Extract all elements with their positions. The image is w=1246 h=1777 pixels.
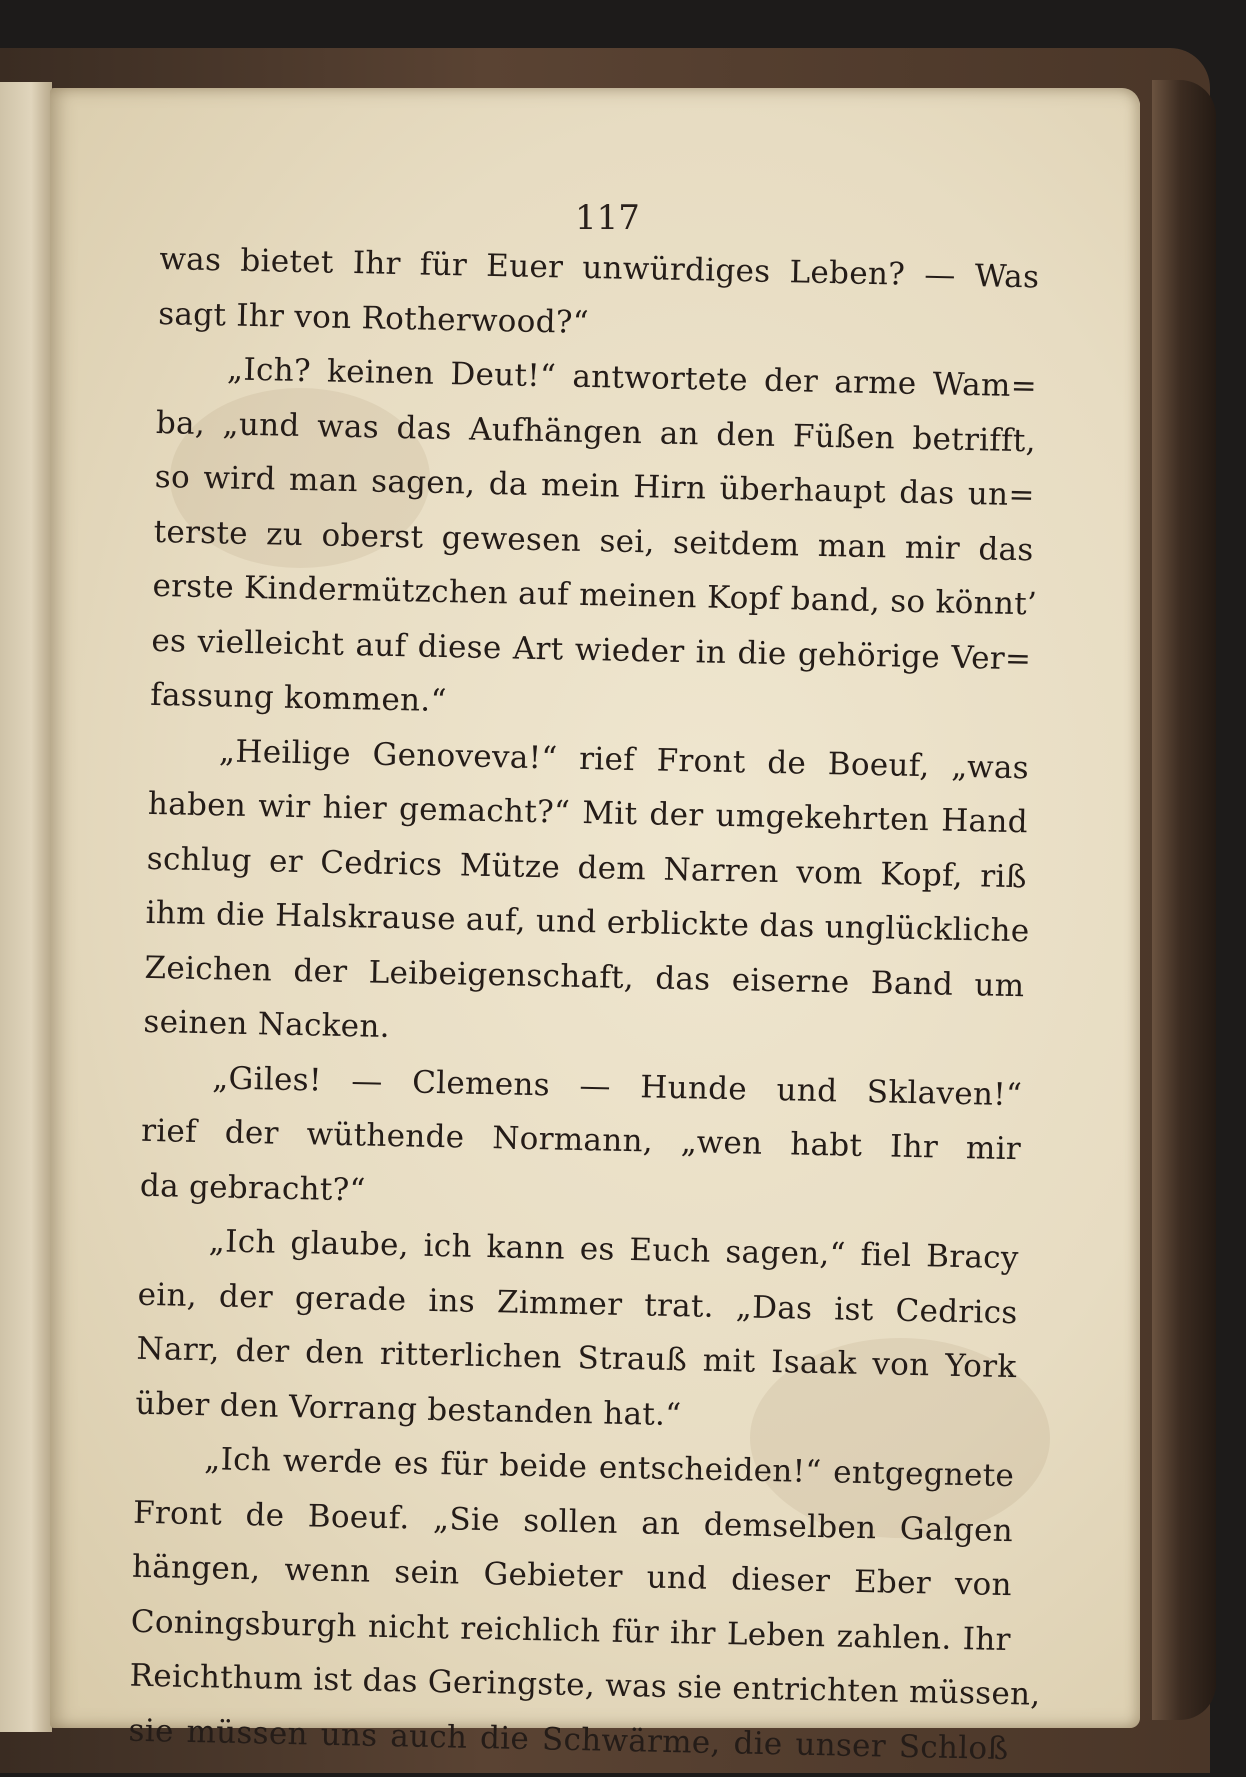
text-line: so wird man sagen, da mein Hirn überhaupt das un=	[154, 458, 1036, 514]
text-line: ba, „und was das Aufhängen an den Füßen betrifft,	[155, 404, 1037, 459]
text-line: rief der wüthende Normann, „wen habt Ihr mir	[140, 1112, 1022, 1168]
text-line: über den Vorrang bestanden hat.“	[135, 1385, 682, 1433]
text-line: da gebracht?“	[139, 1167, 367, 1209]
text-line: sie müssen uns auch die Schwärme, die unser Schloß	[128, 1712, 1009, 1767]
text-line: hängen, wenn sein Gebieter und dieser Eber von	[131, 1548, 1013, 1604]
text-line: erste Kindermützchen auf meinen Kopf band, so könnt’	[152, 567, 1038, 623]
text-line: ein, der gerade ins Zimmer trat. „Das ist Cedrics	[137, 1276, 1018, 1331]
text-line: „Ich glaube, ich kann es Euch sagen,“ fiel Bracy	[208, 1223, 1020, 1277]
cover-edge	[1152, 80, 1216, 1720]
text-line: schlug er Cedrics Mütze dem Narren vom Kopf, riß	[146, 840, 1028, 895]
text-line: terste zu oberst gewesen sei, seitdem man mir das	[153, 513, 1034, 568]
text-line: „Giles! — Clemens — Hunde und Sklaven!“	[211, 1059, 1023, 1113]
text-line: haben wir hier gemacht?“ Mit der umgekehrten Hand	[147, 785, 1029, 841]
text-line: ihm die Halskrause auf, und erblickte das unglückliche	[145, 894, 1030, 950]
page-text	[128, 232, 1040, 1776]
text-line: seinen Nacken.	[143, 1003, 391, 1045]
text-line: Coningsburgh nicht reichlich für ihr Leben zahlen. Ihr	[130, 1603, 1012, 1658]
text-line: Zeichen der Leibeigenschaft, das eiserne Band um	[144, 949, 1025, 1004]
text-line: es vielleicht auf diese Art wieder in die gehörige Ver=	[151, 622, 1032, 677]
text-line: sagt Ihr von Rotherwood?“	[157, 295, 590, 341]
text-line: Front de Boeuf. „Sie sollen an demselben Galgen	[132, 1494, 1014, 1549]
text-line: fassung kommen.“	[149, 676, 448, 720]
text-line: Reichthum ist das Geringste, was sie entrichten müssen,	[129, 1657, 1041, 1713]
text-line: was bietet Ihr für Euer unwürdiges Leben? — Was	[159, 240, 1040, 296]
text-line: „Heilige Genoveva!“ rief Front de Boeuf, „was	[218, 732, 1030, 786]
left-page-edge	[0, 82, 52, 1732]
text-line: Narr, der den ritterlichen Strauß mit Isaak von York	[136, 1330, 1017, 1386]
page-number: 117	[575, 198, 640, 238]
text-line: „Ich? keinen Deut!“ antwortete der arme Wam=	[226, 351, 1038, 405]
text-line: „Ich werde es für beide entscheiden!“ entgegnete	[203, 1441, 1015, 1495]
